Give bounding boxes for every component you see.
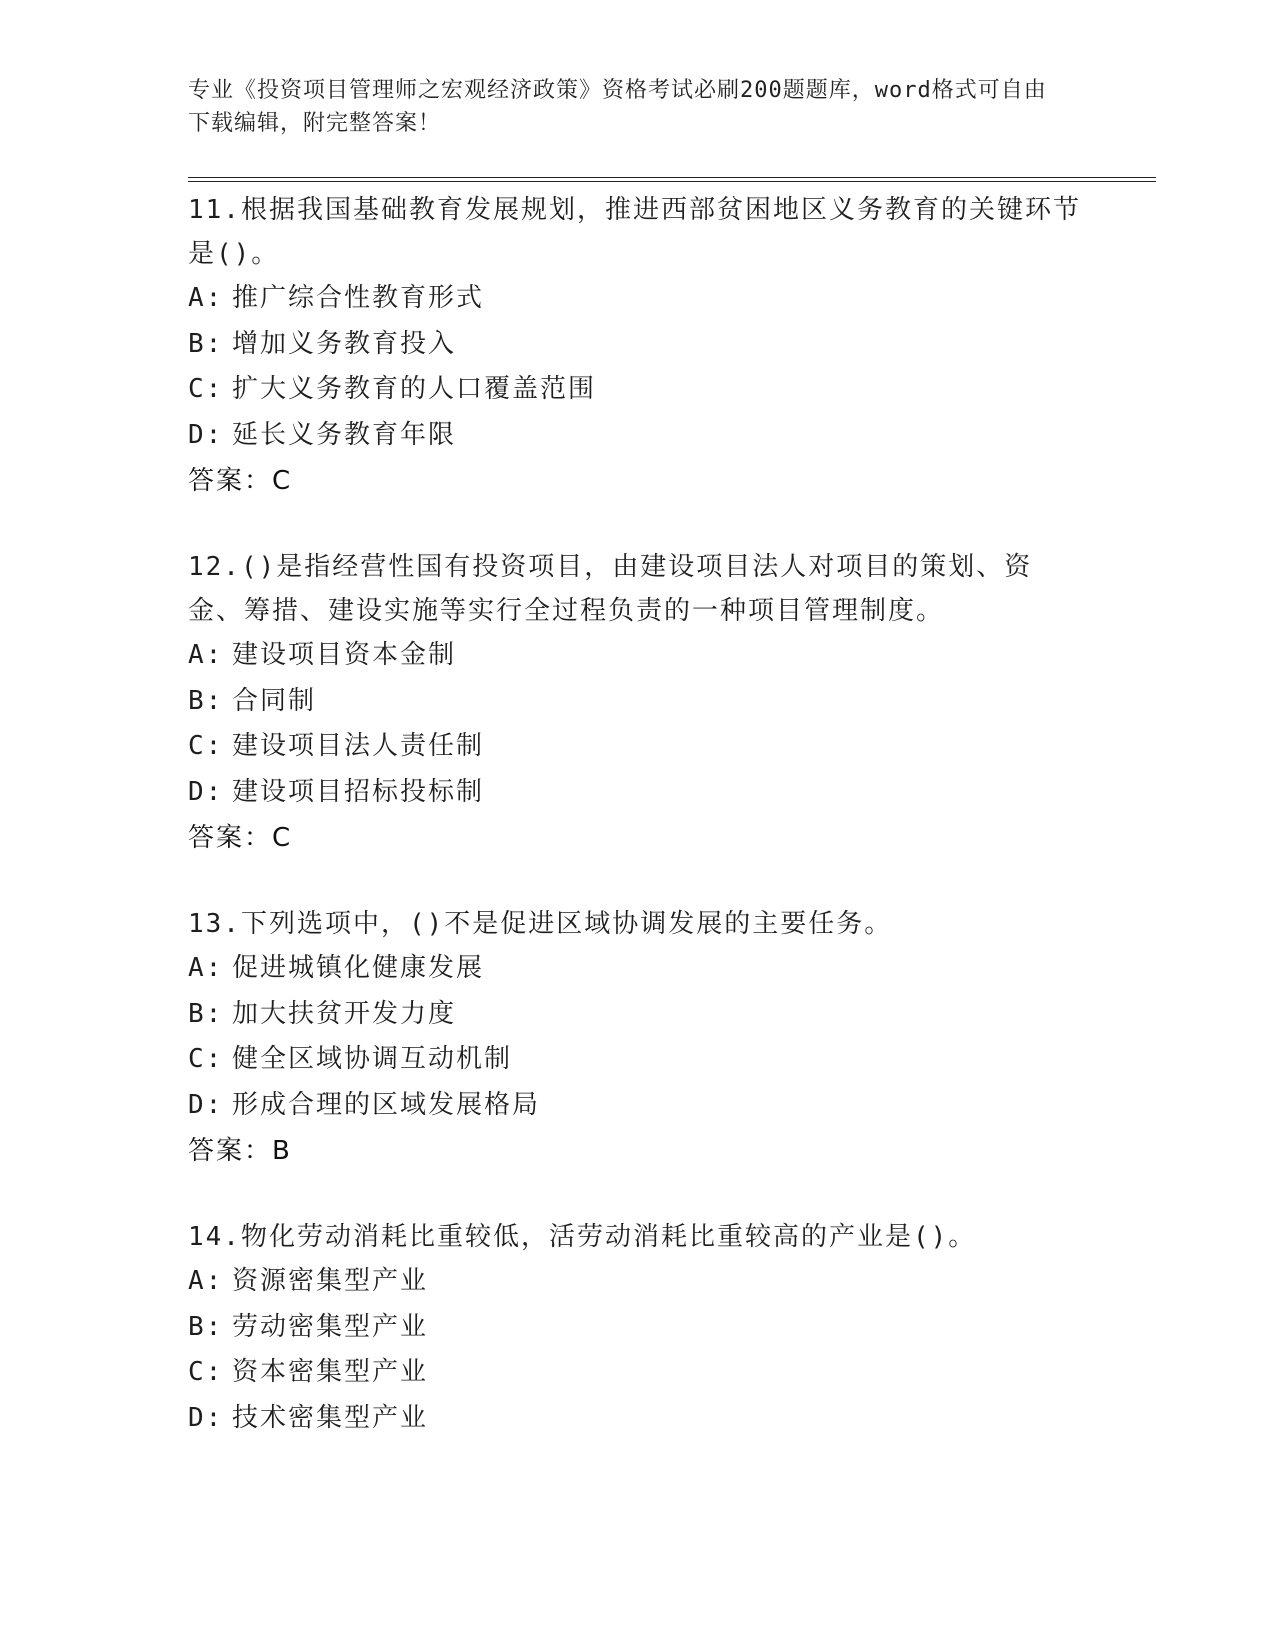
option-list <box>188 276 1088 458</box>
option-list <box>188 946 1088 1128</box>
option-letter: D: <box>188 419 224 450</box>
option-b <box>188 679 1088 725</box>
option-c <box>188 367 1088 413</box>
question-list <box>188 188 1088 1482</box>
answer-label: 答案：B <box>188 1136 292 1166</box>
header-divider-top <box>188 177 1156 178</box>
option-c <box>188 1037 1088 1083</box>
option-letter: C: <box>188 731 224 761</box>
option-text: 建设项目法人责任制 <box>232 731 485 761</box>
option-text: 建设项目资本金制 <box>232 640 457 670</box>
option-letter: C: <box>188 374 224 404</box>
option-letter: B: <box>188 1311 224 1342</box>
option-b <box>188 1305 1088 1351</box>
question-stem: 13.下列选项中，()不是促进区域协调发展的主要任务。 <box>188 909 893 939</box>
option-text: 延长义务教育年限 <box>232 419 457 450</box>
option-text: 建设项目招标投标制 <box>232 776 485 807</box>
option-letter: D: <box>188 1089 224 1120</box>
question-12 <box>188 545 1088 861</box>
option-text: 合同制 <box>232 685 317 716</box>
option-letter: B: <box>188 328 224 359</box>
option-d <box>188 770 1088 816</box>
option-a <box>188 633 1088 679</box>
document-header: 专业《投资项目管理师之宏观经济政策》资格考试必刷200题题库，word格式可自由下载编辑，附完整答案！ <box>188 78 1047 136</box>
answer-label: 答案：C <box>188 823 293 853</box>
question-stem: 11.根据我国基础教育发展规划，推进西部贫困地区义务教育的关键环节是()。 <box>188 195 1081 269</box>
option-text: 加大扶贫开发力度 <box>232 998 457 1029</box>
option-letter: B: <box>188 685 224 716</box>
option-text: 技术密集型产业 <box>232 1402 429 1433</box>
option-text: 形成合理的区域发展格局 <box>232 1089 541 1120</box>
option-letter: C: <box>188 1357 224 1387</box>
option-c <box>188 724 1088 770</box>
option-c <box>188 1350 1088 1396</box>
question-stem: 12.()是指经营性国有投资项目，由建设项目法人对项目的策划、资金、筹措、建设实施等实行全过程负责的一种项目管理制度。 <box>188 552 1033 626</box>
option-text: 增加义务教育投入 <box>232 328 457 359</box>
option-letter: A: <box>188 1266 224 1296</box>
option-letter: A: <box>188 640 224 670</box>
answer-label: 答案：C <box>188 466 293 496</box>
option-text: 劳动密集型产业 <box>232 1311 429 1342</box>
question-11 <box>188 188 1088 504</box>
option-list <box>188 1259 1088 1441</box>
option-text: 推广综合性教育形式 <box>232 283 485 313</box>
option-d <box>188 1396 1088 1442</box>
question-14 <box>188 1215 1088 1441</box>
option-letter: A: <box>188 953 224 983</box>
option-letter: A: <box>188 283 224 313</box>
option-a <box>188 1259 1088 1305</box>
option-text: 扩大义务教育的人口覆盖范围 <box>232 374 597 404</box>
option-b <box>188 992 1088 1038</box>
option-text: 健全区域协调互动机制 <box>232 1044 513 1074</box>
option-list <box>188 633 1088 815</box>
question-stem: 14.物化劳动消耗比重较低，活劳动消耗比重较高的产业是()。 <box>188 1222 977 1252</box>
option-letter: D: <box>188 776 224 807</box>
option-d <box>188 413 1088 459</box>
option-text: 资源密集型产业 <box>232 1266 429 1296</box>
option-text: 促进城镇化健康发展 <box>232 953 485 983</box>
question-13 <box>188 902 1088 1174</box>
option-text: 资本密集型产业 <box>232 1357 429 1387</box>
option-d <box>188 1083 1088 1129</box>
option-letter: C: <box>188 1044 224 1074</box>
option-a <box>188 276 1088 322</box>
header-divider-bottom <box>188 181 1156 182</box>
option-a <box>188 946 1088 992</box>
option-letter: B: <box>188 998 224 1029</box>
option-letter: D: <box>188 1402 224 1433</box>
option-b <box>188 322 1088 368</box>
